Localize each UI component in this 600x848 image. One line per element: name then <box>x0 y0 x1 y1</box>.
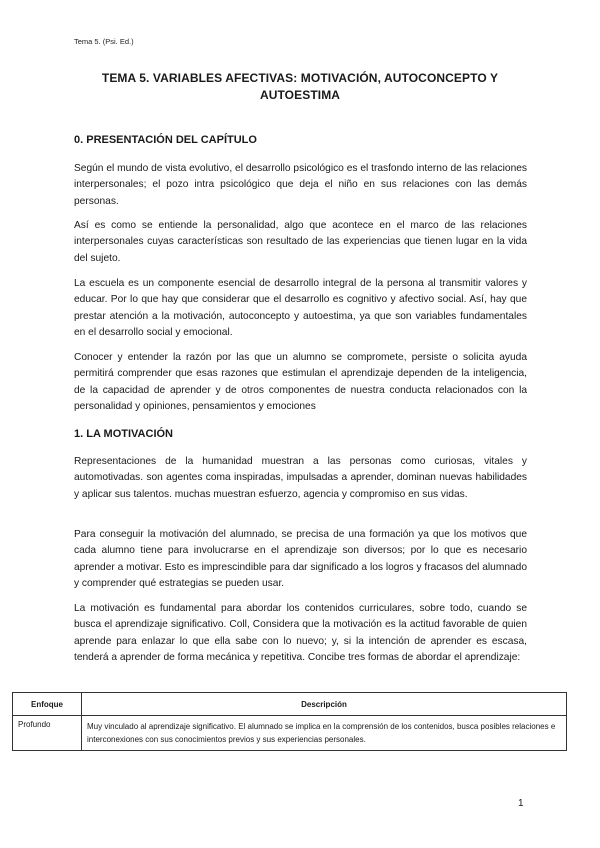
paragraph: Así es como se entiende la personalidad, algo que acontece en el marco de las relaciones interpersonales cuyas características son resultado de las experiencias que tienen lugar en la vida del sujeto. <box>74 220 527 264</box>
section-heading-presentacion: 0. PRESENTACIÓN DEL CAPÍTULO <box>74 134 257 146</box>
paragraph: Según el mundo de vista evolutivo, el desarrollo psicológico es el trasfondo interno de las relaciones interpersonales; el pozo intra psicológico que deja el niño en sus relaciones con las demás personas. <box>74 163 527 207</box>
table-cell-descripcion: Muy vinculado al aprendizaje significativo. El alumnado se implica en la comprensión de los contenidos, busca posibles relaciones e interconexiones con sus conocimientos previos y sus experiencias personales. <box>82 716 567 751</box>
page-number: 1 <box>518 798 524 809</box>
table-row <box>13 716 567 751</box>
paragraph: La escuela es un componente esencial de desarrollo integral de la persona al transmitir valores y educar. Por lo que hay que considerar que el desarrollo es cognitivo y afectivo social. Así, hay que prestar atención a la motivación, autoconcepto y autoestima, ya que son variables fundamentales en el desarrollo social y emocional. <box>74 278 527 338</box>
section-heading-motivacion: 1. LA MOTIVACIÓN <box>74 428 173 440</box>
column-header-enfoque: Enfoque <box>13 693 82 716</box>
paragraph: Representaciones de la humanidad muestran a las personas como curiosas, vitales y automotivadas. son agentes coma inspiradas, impulsadas a aprender, dominan nuevas habilidades y aplicar sus talentos. muchas muestran esfuerzo, agencia y compromiso en sus vidas. <box>74 456 527 500</box>
paragraph: Para conseguir la motivación del alumnado, se precisa de una formación ya que los motivos que cada alumno tiene para involucrarse en el aprendizaje son diversos; por lo que es necesario aprender a motivar. Esto es imprescindible para dar significado a los logros y fracasos del alumnado y comprender qué estrategias se pueden usar. <box>74 529 527 589</box>
document-title: TEMA 5. VARIABLES AFECTIVAS: MOTIVACIÓN, AUTOCONCEPTO Y AUTOESTIMA <box>101 71 499 102</box>
enfoque-table <box>12 692 567 751</box>
table-cell-enfoque: Profundo <box>13 716 82 751</box>
header-note: Tema 5. (Psi. Ed.) <box>74 37 134 46</box>
column-header-descripcion: Descripción <box>82 693 567 716</box>
paragraph: La motivación es fundamental para abordar los contenidos curriculares, sobre todo, cuando se busca el aprendizaje significativo. Coll, Considera que la motivación es la actitud favorable de quien aprende para enlazar lo que ella sabe con lo nuevo; y, si la intención de aprender es escasa, tenderá a aprender de forma mecánica y repetitiva. Concibe tres formas de abordar el aprendizaje: <box>74 603 527 663</box>
paragraph: Conocer y entender la razón por las que un alumno se compromete, persiste o solicita ayuda permitirá comprender que esas razones que estimulan el aprendizaje dependen de la inteligencia, de la capacidad de aprender y de otros componentes de nuestra conducta relacionados con la personalidad y opiniones, pensamientos y emociones <box>74 352 527 412</box>
table-header-row <box>13 693 567 716</box>
